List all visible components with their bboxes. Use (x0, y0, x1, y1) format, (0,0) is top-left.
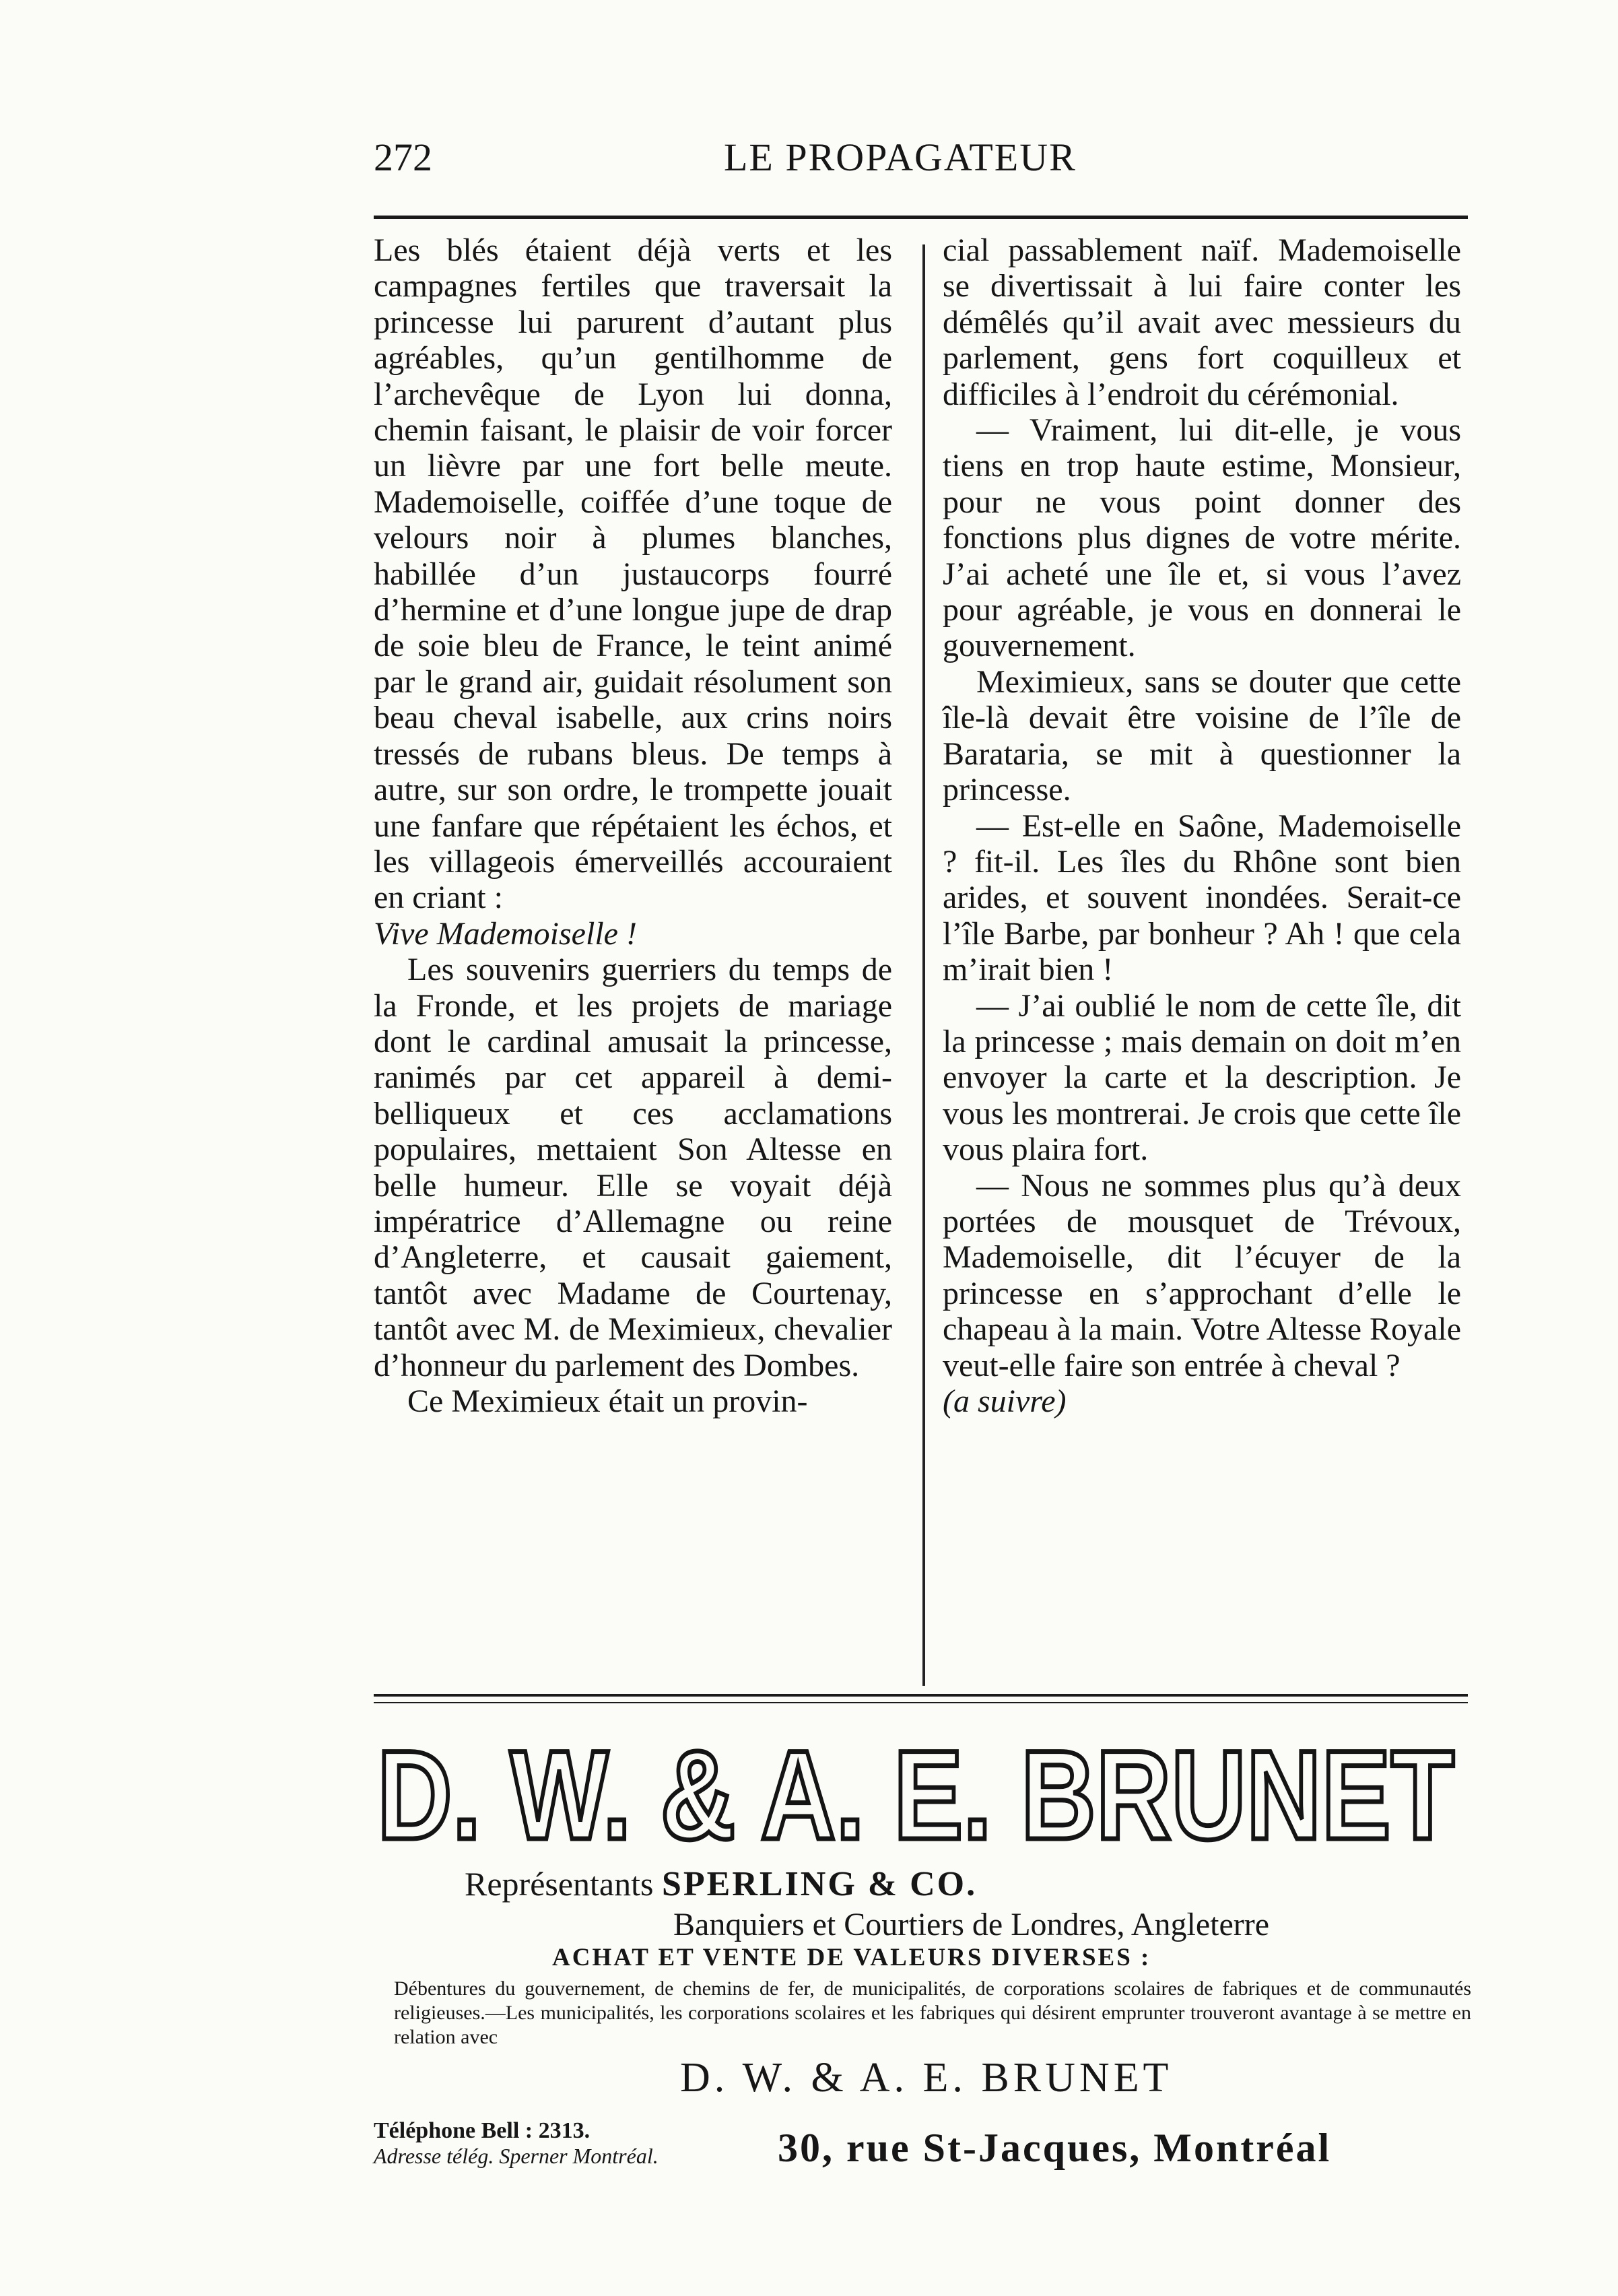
achat-line: ACHAT ET VENTE DE VALEURS DIVERSES : (552, 1944, 1151, 1971)
debentures-text: Débentures du gouvernement, de chemins de fer, de municipalités, de corporations scolaires de fabriques et de communautés religieuses.—Les municipalités, les corporations scolaires et les fabriques qui désirent emprunter trouveront avantage à se mettre en relation avec (394, 1977, 1471, 2048)
paragraph: Ce Meximieux était un provin- (407, 1383, 808, 1419)
paragraph: — Vraiment, lui dit-elle, je vous tiens en trop haute estime, Monsieur, pour ne vous point donner des fonctions plus dignes de votre mérite. J’ai acheté une île et, si vous l’avez pour agréable, je vous en donnerai le gouvernement. (943, 412, 1461, 664)
street-address: 30, rue St-Jacques, Montréal (778, 2126, 1332, 2170)
paragraph: Les blés étaient déjà verts et les campagnes fertiles que traversait la princesse lui parurent d’autant plus agréables, qu’un gentilhomme de l’archevêque de Lyon lui donna, chemin faisant, le plaisir de voir forcer un lièvre par une fort belle meute. Mademoiselle, coiffée d’une toque de velours noir à plumes blanches, habillée d’un justaucorps fourré d’hermine et d’une longue jupe de drap de soie bleu de France, le teint animé par le grand air, guidait résolument son beau cheval isabelle, aux crins noirs tressés de rubans bleus. De temps à autre, sur son ordre, le trompette jouait une fanfare que répétaient les échos, et les villageois émerveillés accouraient en criant : (374, 232, 892, 916)
page-number: 272 (374, 135, 432, 179)
cable-address: Adresse télég. Sperner Montréal. (374, 2144, 659, 2168)
right-column (943, 232, 1461, 1419)
paragraph: — J’ai oublié le nom de cette île, dit la princesse ; mais demain on doit m’en envoyer la carte et la description. Je vous les montrerai. Je crois que cette île vous plaira fort. (943, 987, 1461, 1168)
representatives-line (465, 1864, 977, 1904)
paragraph: cial passablement naïf. Mademoiselle se divertissait à lui faire conter les démêlés qu’il avait avec messieurs du parlement, gens fort coquilleux et difficiles à l’endroit du cérémonial. (943, 232, 1461, 412)
paragraph: Meximieux, sans se douter que cette île-là devait être voisine de l’île de Barataria, se mit à questionner la princesse. (943, 663, 1461, 808)
advertisement-rules (374, 1694, 1468, 1703)
representatives-name: SPERLING & CO. (661, 1865, 978, 1903)
firm-name: D. W. & A. E. BRUNET (680, 2055, 1173, 2101)
representatives-prefix: Représentants (465, 1865, 654, 1903)
to-be-continued: (a suivre) (943, 1383, 1067, 1419)
left-column (374, 232, 892, 1419)
firm-banner (374, 1724, 1458, 1866)
paragraph: Les souvenirs guerriers du temps de la Fronde, et les projets de mariage dont le cardinal amusait la princesse, ranimés par cet appareil à demi-belliqueux et ces acclamations populaires, mettaient Son Altesse en belle humeur. Elle se voyait déjà impératrice d’Allemagne ou reine d’Angleterre, et causait gaiement, tantôt avec Madame de Courtenay, tantôt avec M. de Meximieux, chevalier d’honneur du parlement des Dombes. (374, 952, 892, 1383)
paragraph: — Est-elle en Saône, Mademoiselle ? fit-il. Les îles du Rhône sont bien arides, et souvent inondées. Serait-ce l’île Barbe, par bonheur ? Ah ! que cela m’irait bien ! (943, 808, 1461, 988)
paragraph: — Nous ne sommes plus qu’à deux portées de mousquet de Trévoux, Mademoiselle, dit l’écuyer de la princesse en s’approchant d’elle le chapeau à la main. Votre Altesse Royale veut-elle faire son entrée à cheval ? (943, 1167, 1461, 1383)
header-rule (374, 216, 1468, 219)
firm-banner-text: D. W. & A. E. BRUNET (377, 1724, 1454, 1866)
bankers-line: Banquiers et Courtiers de Londres, Angleterre (673, 1907, 1270, 1942)
telephone: Téléphone Bell : 2313. (374, 2118, 591, 2143)
acclamation: Vive Mademoiselle ! (374, 915, 637, 952)
article-body (374, 232, 1471, 1687)
running-title: LE PROPAGATEUR (724, 135, 1077, 179)
column-divider (922, 244, 925, 1686)
running-header (374, 128, 1475, 189)
